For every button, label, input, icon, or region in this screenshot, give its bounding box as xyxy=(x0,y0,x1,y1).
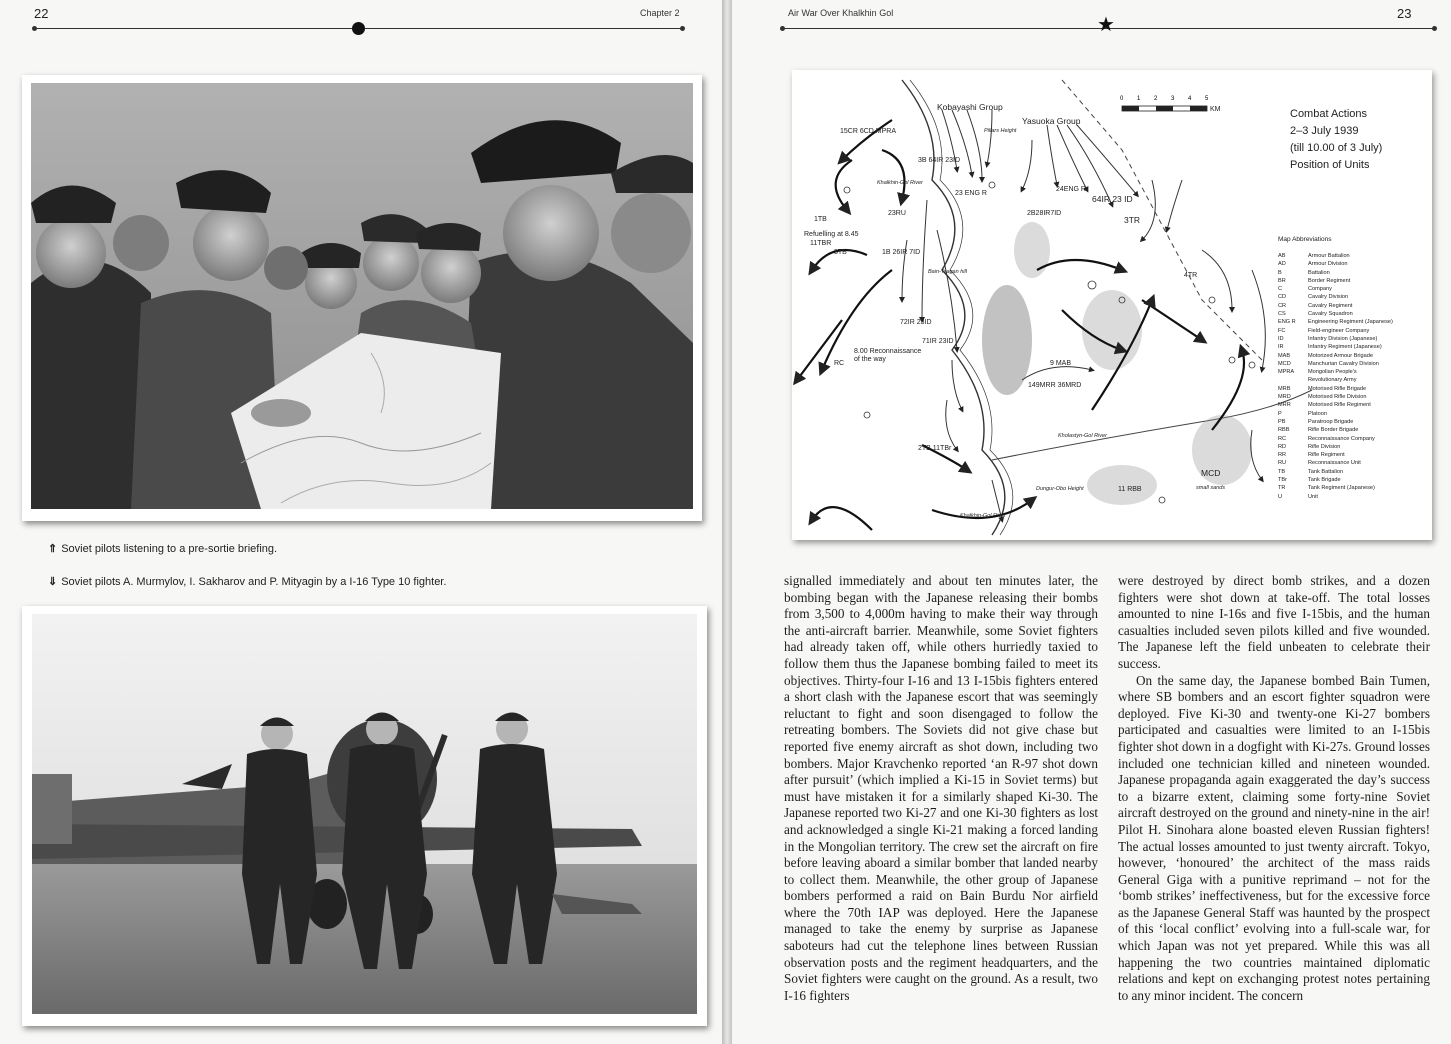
abbreviation-row xyxy=(1278,318,1393,326)
page-gutter xyxy=(722,0,732,1044)
map-label-11rbb: 11 RBB xyxy=(1118,486,1142,493)
map-label-23ru: 23RU xyxy=(888,210,906,217)
page-number: 23 xyxy=(1397,6,1412,21)
caption-bottom xyxy=(48,575,446,588)
map-label-11tbr: 11TBR xyxy=(810,240,832,247)
abbreviation-row xyxy=(1278,393,1393,401)
map-label-recon: 8.00 Reconnaissance of the way xyxy=(854,348,922,363)
scale-tick-label: 1 xyxy=(1137,96,1141,102)
map-title-line: Position of Units xyxy=(1290,159,1370,171)
map-label-15cr: 15CR 6CD MPRA xyxy=(840,128,897,135)
abbreviation-row xyxy=(1278,435,1393,443)
abbreviation-meaning: Manchurian Cavalry Division xyxy=(1308,360,1379,367)
scale-tick-label: 2 xyxy=(1154,96,1158,102)
map-label-1b26: 1B 26IR 7ID xyxy=(882,249,921,256)
abbreviation-meaning: Motorised Rifle Division xyxy=(1308,394,1367,401)
abbreviation-code: ENG R xyxy=(1278,319,1296,326)
abbreviation-meaning: Tank Battalion xyxy=(1308,468,1344,475)
page-number: 22 xyxy=(34,6,49,21)
map-label-3b: 3B 64IR 23ID xyxy=(918,157,961,164)
abbreviation-code: B xyxy=(1278,269,1282,276)
abbreviation-row xyxy=(1278,302,1393,310)
right-page xyxy=(732,0,1451,1044)
map-title-line: Combat Actions xyxy=(1290,108,1368,120)
map-label-smallsands: small sands xyxy=(1196,485,1226,491)
abbreviation-code: RBB xyxy=(1278,427,1290,434)
abbreviation-row xyxy=(1278,493,1393,501)
abbreviation-meaning: Motorised Rifle Regiment xyxy=(1308,402,1371,409)
abbreviation-row xyxy=(1278,252,1393,260)
map-label-khalkhin: Khalkhin-Gol River xyxy=(877,180,923,186)
abbreviation-code: RR xyxy=(1278,452,1287,459)
abbreviation-row xyxy=(1278,269,1393,277)
abbreviation-code: MRD xyxy=(1278,394,1291,401)
abbreviation-row xyxy=(1278,451,1393,459)
map-label-149: 149MRR 36MRD xyxy=(1028,382,1082,389)
abbreviation-meaning: Platoon xyxy=(1308,410,1327,417)
scale-tick-label: 0 xyxy=(1120,96,1124,102)
map-label-2tb: 2TB 11TBr xyxy=(918,445,952,452)
abbreviation-code: IR xyxy=(1278,344,1284,351)
abbreviation-code: BR xyxy=(1278,277,1286,284)
running-head: Air War Over Khalkhin Gol xyxy=(788,8,894,18)
map-label-dungur: Dungur-Obo Height xyxy=(1036,486,1084,492)
abbreviation-code: RU xyxy=(1278,460,1287,467)
caption-top-text: Soviet pilots listening to a pre-sortie briefing. xyxy=(61,543,278,555)
pilots-photo-image xyxy=(32,614,697,1014)
abbreviation-code: TR xyxy=(1278,485,1286,492)
map-label-kholasta: Kholastyn-Gol River xyxy=(1058,433,1107,439)
caption-top xyxy=(48,542,277,555)
abbreviation-meaning: Field-engineer Company xyxy=(1308,327,1370,334)
abbreviation-code: TBr xyxy=(1278,477,1288,484)
abbreviation-row xyxy=(1278,277,1393,285)
abbreviation-meaning: Mongolian People's xyxy=(1308,369,1357,376)
body-paragraph: On the same day, the Japanese bombed Bain Tumen, where SB bombers and an escort fighter squadron were deployed. Five Ki-30 and twenty-one Ki-27 bombers participated and casualties were limited to an I-15bis fighter shot down in a dogfight with Ki-27s. Ground losses included one technician killed and nineteen wounded. Japanese propaganda again exaggerated the day’s success to a bizarre extent, claiming some forty-nine Soviet aircraft destroyed on the ground and ninety-nine in the air! Pilot H. Sinohara alone boasted eleven Russian fighters! The actual losses amounted to just twenty aircraft. Tokyo, however, ‘honoured’ the architect of the mass raids General Giga with a punitive reprimand – not for the ‘bomb strikes’ ineffectiveness, but for the excessive force as the Japanese General Staff was haunted by the prospect of this ‘local conflict’ evolving into a full-scale war, for which Japan was not yet prepared. While this was all happening the two countries maintained diplomatic relations and kept on exchanging protest notes pertaining to any minor incident. The concern xyxy=(1118,672,1430,1003)
map-label-4tr: 4TR xyxy=(1184,272,1198,279)
abbreviation-row xyxy=(1278,285,1393,293)
map-title-line: 2–3 July 1939 xyxy=(1290,125,1359,137)
map-label-3tb: 3TB xyxy=(834,249,847,256)
running-head: Chapter 2 xyxy=(640,8,680,18)
briefing-photo xyxy=(22,75,702,521)
abbreviations-title: Map Abbreviations xyxy=(1278,236,1332,243)
abbreviation-code: TB xyxy=(1278,468,1286,475)
abbreviation-code: P xyxy=(1278,410,1282,417)
abbreviation-meaning: Unit xyxy=(1308,493,1318,500)
map-label-64ir: 64IR 23 ID xyxy=(1092,194,1133,204)
abbreviation-code: CD xyxy=(1278,294,1287,301)
body-paragraph: signalled immediately and about ten minutes later, the bombing began with the Japanese releasing their bombs from 3,500 to 4,000m having to make their way through the anti-aircraft barrier. Meanwhile, some Soviet fighters had already taken off, while others hurriedly taxied to follow them thus the Japanese bombing failed to meet its objectives. Thirty-four I-16 and 13 I-15bis fighters entered a short clash with the Japanese escort that was seemingly reluctant to fight and soon disengaged to follow the retreating bombers. The Soviets did not give chase but reported five enemy aircraft as shot down, including two bombers. Major Kravchenko reported ‘an R-97 shot down after pursuit’ (which implied a Ki-15 in Soviet terms) but must have mistaken it for a similarly shaped Ki-30. The Japanese reported two Ki-27 and one Ki-30 fighters as lost and acknowledged a single Ki-21 making a forced landing in the Mongolian territory. The crew set the aircraft on fire before leaving aboard a similar bomber that landed nearby to collect them. Meanwhile, the other group of Japanese bombers performed a raid on Bain Burdu Nor airfield where the 70th IAP was deployed. Here the Japanese managed to take the enemy by surprise as Japanese saboteurs had cut the telephone lines between Russian observation posts and the regiment headquarters, and the Soviet fighters were caught on the ground. As a result, two I-16 fighters xyxy=(784,573,1098,1003)
map-label-71ir: 71IR 23ID xyxy=(922,338,954,345)
map-label-2b28: 2B28IR7ID xyxy=(1027,210,1062,217)
abbreviation-meaning: Reconnaissance Unit xyxy=(1308,460,1361,467)
abbreviation-code: RC xyxy=(1278,435,1287,442)
abbreviation-row xyxy=(1278,293,1393,301)
abbreviation-row xyxy=(1278,327,1393,335)
map-label-3tr: 3TR xyxy=(1124,215,1141,225)
map-label-1tb: 1TB xyxy=(814,216,827,223)
map-title xyxy=(1290,106,1382,174)
map-title-line: (till 10.00 of 3 July) xyxy=(1290,142,1383,154)
abbreviation-row xyxy=(1278,360,1393,368)
abbreviation-meaning: Tank Brigade xyxy=(1308,477,1341,484)
abbreviation-meaning: Tank Regiment (Japanese) xyxy=(1308,485,1375,492)
abbreviation-row xyxy=(1278,418,1393,426)
caption-down-arrow-icon: ⇓ xyxy=(48,576,58,588)
scale-tick-label: 4 xyxy=(1188,96,1192,102)
abbreviation-row xyxy=(1278,443,1393,451)
abbreviation-meaning: Rifle Division xyxy=(1308,443,1341,450)
abbreviation-row xyxy=(1278,410,1393,418)
abbreviation-meaning: Border Regiment xyxy=(1308,277,1351,284)
scale-tick-label: 3 xyxy=(1171,96,1175,102)
scale-tick-label: 5 xyxy=(1205,96,1209,102)
abbreviation-row xyxy=(1278,459,1393,467)
abbreviation-row xyxy=(1278,476,1393,484)
scale-bar xyxy=(1122,106,1207,111)
abbreviation-code: AD xyxy=(1278,261,1286,268)
abbreviation-meaning: Cavalry Squadron xyxy=(1308,311,1353,318)
map-label-yasuoka: Yasuoka Group xyxy=(1022,116,1081,126)
abbreviation-meaning: Company xyxy=(1308,286,1332,293)
abbreviation-row xyxy=(1278,401,1393,409)
abbreviation-code xyxy=(1278,376,1308,384)
scale-ticks xyxy=(1120,96,1215,105)
header-star-icon: ★ xyxy=(1097,14,1115,36)
abbreviation-meaning: Battalion xyxy=(1308,269,1330,276)
pilots-photo xyxy=(22,606,707,1026)
body-paragraph: were destroyed by direct bomb strikes, and a dozen fighters were shot down at take-off. The total losses amounted to nine I-16s and five I-15bis, and the human casualties included seven pilots killed and five wounded. The Japanese left the field unbeaten to celebrate their success. xyxy=(1118,573,1430,671)
abbreviation-row xyxy=(1278,484,1393,492)
map-label-mcd: MCD xyxy=(1201,468,1221,478)
abbreviation-meaning: Reconnaissance Company xyxy=(1308,435,1375,442)
abbreviation-code: CS xyxy=(1278,311,1286,318)
scale-label: KM xyxy=(1210,106,1221,113)
abbreviation-code: MCD xyxy=(1278,360,1291,367)
abbreviation-row xyxy=(1278,376,1393,384)
abbreviation-meaning: Infantry Division (Japanese) xyxy=(1308,335,1378,342)
abbreviation-meaning: Rifle Regiment xyxy=(1308,452,1345,459)
abbreviation-code: RD xyxy=(1278,443,1287,450)
abbreviation-meaning: Motorised Rifle Brigade xyxy=(1308,385,1367,392)
map-label-24eng: 24ENG R xyxy=(1056,186,1086,193)
abbreviation-code: PB xyxy=(1278,418,1286,425)
abbreviation-meaning: Cavalry Regiment xyxy=(1308,302,1353,309)
abbreviation-meaning: Motorized Armour Brigade xyxy=(1308,352,1373,359)
map-label-bain: Bain-Tsagan hill xyxy=(928,269,967,275)
map-label-refuel: Refuelling at 8.45 xyxy=(804,231,859,238)
abbreviation-code: U xyxy=(1278,493,1283,500)
map-label-23eng: 23 ENG R xyxy=(955,190,987,197)
text-column-left xyxy=(784,573,1098,1004)
abbreviation-code: C xyxy=(1278,286,1283,293)
abbreviation-code: AB xyxy=(1278,253,1286,259)
abbreviation-code: MPRA xyxy=(1278,369,1295,376)
abbreviation-meaning: Infantry Regiment (Japanese) xyxy=(1308,344,1382,351)
map-label-khalkhin2: Khalkhin-Gol River xyxy=(960,513,1006,519)
abbreviation-code: ID xyxy=(1278,335,1284,342)
map-label-72ir: 72IR 23ID xyxy=(900,319,932,326)
abbreviation-code: MAB xyxy=(1278,352,1291,359)
abbreviation-row xyxy=(1278,352,1393,360)
header-ornament-dot xyxy=(352,22,365,35)
abbreviation-row xyxy=(1278,310,1393,318)
map-label-9mab: 9 MAB xyxy=(1050,360,1072,367)
abbreviation-meaning: Armour Battalion xyxy=(1308,253,1350,259)
abbreviation-row xyxy=(1278,468,1393,476)
abbreviation-code: CR xyxy=(1278,302,1287,309)
abbreviation-row xyxy=(1278,426,1393,434)
abbreviation-row xyxy=(1278,385,1393,393)
briefing-photo-image xyxy=(31,83,693,509)
caption-bottom-text: Soviet pilots A. Murmylov, I. Sakharov and P. Mityagin by a I-16 Type 10 fighter. xyxy=(61,576,447,588)
map-label-rc: RC xyxy=(834,360,845,367)
rule-end-dot xyxy=(1432,26,1437,31)
left-page xyxy=(0,0,722,1044)
caption-up-arrow-icon: ⇑ xyxy=(48,543,58,555)
abbreviation-meaning: Engineering Regiment (Japanese) xyxy=(1308,319,1393,326)
map-label-kobayashi: Kobayashi Group xyxy=(937,102,1003,112)
abbreviation-row xyxy=(1278,343,1393,351)
abbreviation-meaning: Cavalry Division xyxy=(1308,294,1349,301)
abbreviation-row xyxy=(1278,368,1393,376)
abbreviation-meaning: Revolutionary Army xyxy=(1308,377,1357,384)
abbreviation-row xyxy=(1278,335,1393,343)
abbreviation-meaning: Paratroop Brigade xyxy=(1308,418,1354,425)
map-label-pillars: Pillars Height xyxy=(984,128,1017,134)
abbreviations-list xyxy=(1278,252,1393,501)
abbreviation-meaning: Armour Division xyxy=(1308,261,1348,268)
abbreviation-row xyxy=(1278,260,1393,268)
abbreviation-code: MRR xyxy=(1278,402,1291,409)
abbreviation-code: FC xyxy=(1278,327,1286,334)
abbreviation-meaning: Rifle Border Brigade xyxy=(1308,427,1359,434)
combat-actions-map xyxy=(792,70,1432,540)
abbreviation-code: MRB xyxy=(1278,385,1291,392)
rule-end-dot xyxy=(680,26,685,31)
text-column-right xyxy=(1118,573,1430,1004)
